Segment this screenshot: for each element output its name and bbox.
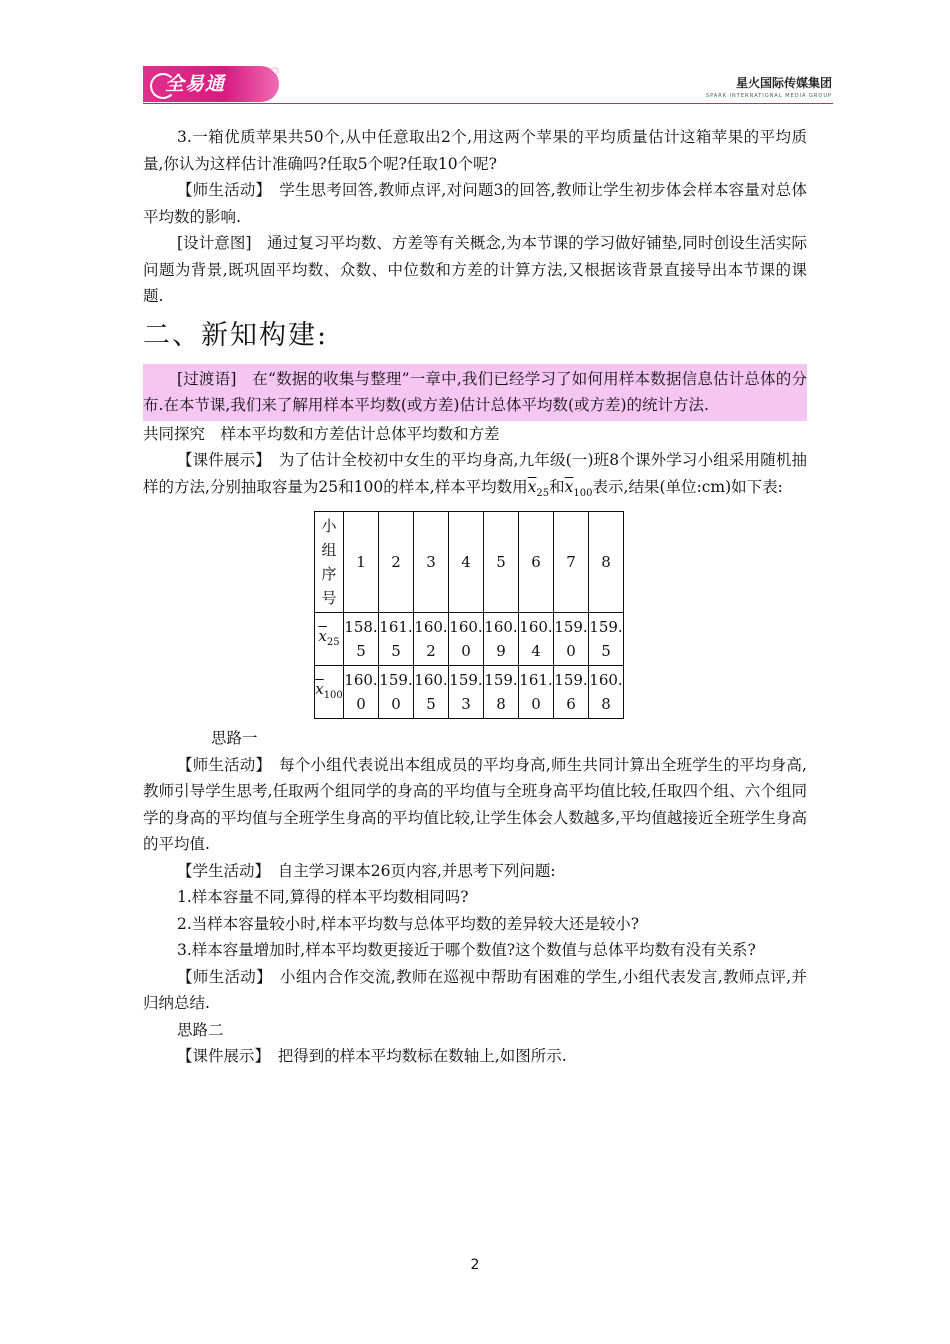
table-cell: 160.4 [519,613,554,666]
paragraph-text: 和 [549,477,565,496]
logo-swirl-icon [150,73,176,99]
teacher-activity-2 [143,752,807,858]
student-question-3: 3.样本容量增加时,样本平均数更接近于哪个数值?这个数值与总体平均数有没有关系? [177,941,756,960]
student-question-1: 1.样本容量不同,算得的样本平均数相同吗? [177,888,469,907]
paragraph-text: 表示,结果(单位:cm)如下表: [592,477,783,496]
brand-logo-text: 全易通 [165,73,226,95]
table-cell: 8 [589,512,624,613]
tag-label: 【课件展示】 [177,1047,263,1066]
xbar-symbol: $\overline{x}$ [318,626,327,645]
section-heading: 二、新知构建: [143,319,329,351]
transition-highlight [143,364,807,421]
tag-label: 【课件展示】 [177,451,264,469]
table-cell: 1 [344,512,379,613]
teacher-activity-1 [143,177,807,230]
question-3: 3.一箱优质苹果共50个,从中任意取出2个,用这两个苹果的平均质量估计这箱苹果的平均质量,你认为这样估计准确吗?任取5个呢?任取10个呢? [143,128,807,173]
paragraph-text: 自主学习课本26页内容,并思考下列问题: [277,861,556,880]
xbar-symbol: $\overline{x}$ [527,477,537,496]
table-cell: 160.5 [414,666,449,719]
table-row-label [315,666,344,719]
table-cell: 160.0 [344,666,379,719]
table-cell: 159.0 [554,613,589,666]
table-cell: 161.5 [379,613,414,666]
table-cell: 160.2 [414,613,449,666]
publisher-cn: 星火国际传媒集团 [735,76,832,90]
table-cell: 159.6 [554,666,589,719]
design-intent: [设计意图] 通过复习平均数、方差等有关概念,为本节课的学习做好铺垫,同时创设生活实际问题为背景,既巩固平均数、众数、中位数和方差的计算方法,又根据该背景直接导出本节课的课题. [143,234,807,305]
tag-label: 【师生活动】 [177,181,264,199]
teacher-activity-3 [143,964,807,1017]
student-activity [143,858,807,885]
sparkle-icon: ✦ [270,64,281,78]
transition-text: [过渡语] 在“数据的收集与整理”一章中,我们已经学习了如何用样本数据信息估计总体的分布.在本节课,我们来了解用样本平均数(或方差)估计总体平均数(或方差)的统计方法. [143,369,807,414]
table-row [315,512,624,613]
table-cell: 161.0 [519,666,554,719]
table-cell: 7 [554,512,589,613]
tag-label: 【学生活动】 [177,861,263,880]
table-cell: 158.5 [344,613,379,666]
paragraph-text: 把得到的样本平均数标在数轴上,如图所示. [277,1047,567,1066]
header-divider [143,103,833,104]
table-cell: 159.0 [379,666,414,719]
paragraph-text: 为了估计全校初中女生的平均身高,九年级(一)班8个课外学习小组采用随机抽样的方法,分别抽取容量为25和100的样本,样本平均数用 [143,451,807,496]
paragraph-text: 小组内合作交流,教师在巡视中帮助有困难的学生,小组代表发言,教师点评,并归纳总结. [143,967,807,1013]
paragraph-text: 学生思考回答,教师点评,对问题3的回答,教师让学生初步体会样本容量对总体平均数的影响. [143,181,807,226]
paragraph-text: 每个小组代表说出本组成员的平均身高,师生共同计算出全班学生的平均身高,教师引导学生思考,任取两个组同学的身高的平均值与全班身高平均值比较,任取四个组、六个组同学的身高的平均值与全班学生身高的平均值比较,让学生体会人数越多,平均值越接近全班学生身高的平均值. [143,755,807,854]
table-cell: 4 [449,512,484,613]
student-question-2: 2.当样本容量较小时,样本平均数与总体平均数的差异较大还是较小? [177,914,640,933]
publisher-en: SPARK INTERNATIONAL MEDIA GROUP [705,93,832,99]
publisher-name [706,74,832,99]
table-cell: 2 [379,512,414,613]
table-cell: 160.0 [449,613,484,666]
table-row [315,666,624,719]
xbar-symbol: $\overline{x}$ [564,477,574,496]
idea-2-label: 思路二 [177,1020,224,1039]
xbar-symbol: $\overline{x}$ [315,679,324,698]
table-cell: 159.5 [589,613,624,666]
courseware-2 [143,1043,807,1070]
subscript: 100 [323,689,343,701]
table-cell: 159.3 [449,666,484,719]
subscript: 25 [536,487,550,499]
explore-title: 共同探究 样本平均数和方差估计总体平均数和方差 [143,424,500,443]
page-number: 2 [470,1257,480,1273]
document-body [143,124,807,1070]
table-cell: 5 [484,512,519,613]
table-cell: 160.9 [484,613,519,666]
courseware-1 [143,447,807,507]
subscript: 25 [326,636,340,648]
idea-1-label: 思路一 [211,729,258,748]
table-cell: 3 [414,512,449,613]
table-cell: 159.8 [484,666,519,719]
table-header-cell: 小组序号 [315,512,344,613]
tag-label: 【师生活动】 [177,755,264,774]
table-cell: 6 [519,512,554,613]
table-cell: 160.8 [589,666,624,719]
table-row-label [315,613,344,666]
subscript: 100 [573,487,593,499]
tag-label: 【师生活动】 [177,967,265,986]
table-row [315,613,624,666]
sample-mean-table [314,511,624,719]
